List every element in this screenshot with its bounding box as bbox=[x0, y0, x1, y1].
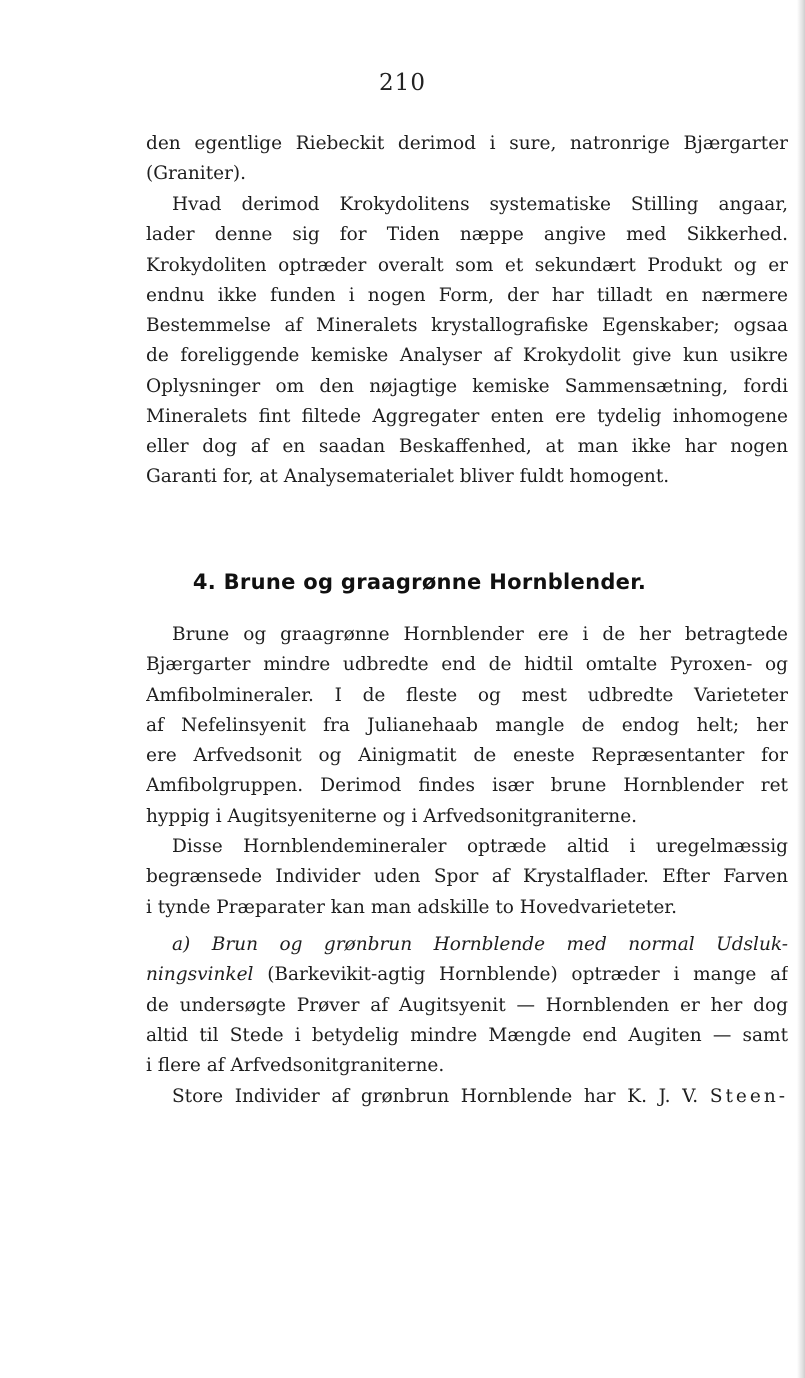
author-name: Steen- bbox=[709, 1086, 788, 1107]
section-heading: 4. Brune og graagrønne Hornblender. bbox=[192, 570, 647, 594]
text-line: Hvad derimod Krokydolitens systematiske Stilling angaar, bbox=[172, 194, 788, 215]
text-line: Krokydoliten optræder overalt som et sekundært Produkt og er bbox=[146, 254, 788, 276]
paragraph-krokydolit bbox=[146, 190, 788, 493]
text-line: i flere af Arfvedsonitgraniterne. bbox=[146, 1055, 445, 1076]
paragraph-variety-a bbox=[146, 930, 788, 1081]
page-binding-edge bbox=[797, 0, 805, 1378]
paragraph-hornblender bbox=[146, 620, 788, 832]
text-line: eller dog af en saadan Beskaffenhed, at man ikke har nogen bbox=[146, 436, 788, 457]
text-line: den egentlige Riebeckit derimod i sure, natronrige Bjærgarter bbox=[146, 133, 788, 154]
text-line: altid til Stede i betydelig mindre Mængde end Augiten — samt bbox=[146, 1024, 788, 1046]
text-line: ere Arfvedsonit og Ainigmatit de eneste Repræsentanter for bbox=[146, 745, 788, 766]
paragraph-continuation bbox=[146, 129, 788, 190]
text-line: i tynde Præparater kan man adskille to Hovedvarieteter. bbox=[146, 896, 677, 918]
page-number: 210 bbox=[379, 70, 426, 96]
text-line: Garanti for, at Analysematerialet bliver fuldt homogent. bbox=[146, 466, 670, 488]
text-line: Disse Hornblendemineraler optræde altid i uregelmæssig bbox=[172, 836, 788, 857]
text-fragment: Store Individer af grønbrun Hornblende har K. J. V. bbox=[172, 1086, 699, 1107]
paragraph-hornblendemineraler bbox=[146, 832, 788, 923]
text-line: (Graniter). bbox=[146, 163, 247, 185]
variety-name-continued: ningsvinkel bbox=[146, 964, 254, 986]
text-line: de undersøgte Prøver af Augitsyenit — Hornblenden er her dog bbox=[146, 994, 788, 1016]
text-line: Amfibolmineraler. I de fleste og mest udbredte Varieteter bbox=[146, 684, 788, 706]
text-line: hyppig i Augitsyeniterne og i Arfvedsonitgraniterne. bbox=[146, 805, 638, 827]
text-line: lader denne sig for Tiden næppe angive med Sikkerhed. bbox=[146, 224, 788, 246]
list-marker: a) bbox=[172, 934, 191, 955]
text-line bbox=[146, 1082, 788, 1112]
text-line: de foreliggende kemiske Analyser af Krokydolit give kun usikre bbox=[146, 345, 788, 367]
text-line: Brune og graagrønne Hornblender ere i de her betragtede bbox=[172, 624, 788, 645]
text-line bbox=[146, 960, 788, 990]
paragraph-store-individer bbox=[146, 1082, 788, 1112]
text-fragment: (Barkevikit-agtig Hornblende) optræder i mange af bbox=[267, 964, 788, 986]
text-line: Bjærgarter mindre udbredte end de hidtil omtalte Pyroxen- og bbox=[146, 654, 788, 676]
text-line: Mineralets fint filtede Aggregater enten ere tydelig inhomogene bbox=[146, 405, 788, 427]
text-line: endnu ikke funden i nogen Form, der har tilladt en nærmere bbox=[146, 284, 788, 306]
text-line bbox=[146, 930, 788, 960]
text-line: begrænsede Individer uden Spor af Krystalflader. Efter Farven bbox=[146, 866, 788, 888]
text-line: af Nefelinsyenit fra Julianehaab mangle de endog helt; her bbox=[146, 714, 788, 736]
text-line: Amfibolgruppen. Derimod findes især brune Hornblender ret bbox=[146, 775, 788, 797]
text-line: Bestemmelse af Mineralets krystallografiske Egenskaber; ogsaa bbox=[146, 315, 788, 336]
variety-name: Brun og grønbrun Hornblende med normal Udsluk- bbox=[211, 934, 788, 955]
text-line: Oplysninger om den nøjagtige kemiske Sammensætning, fordi bbox=[146, 375, 788, 397]
